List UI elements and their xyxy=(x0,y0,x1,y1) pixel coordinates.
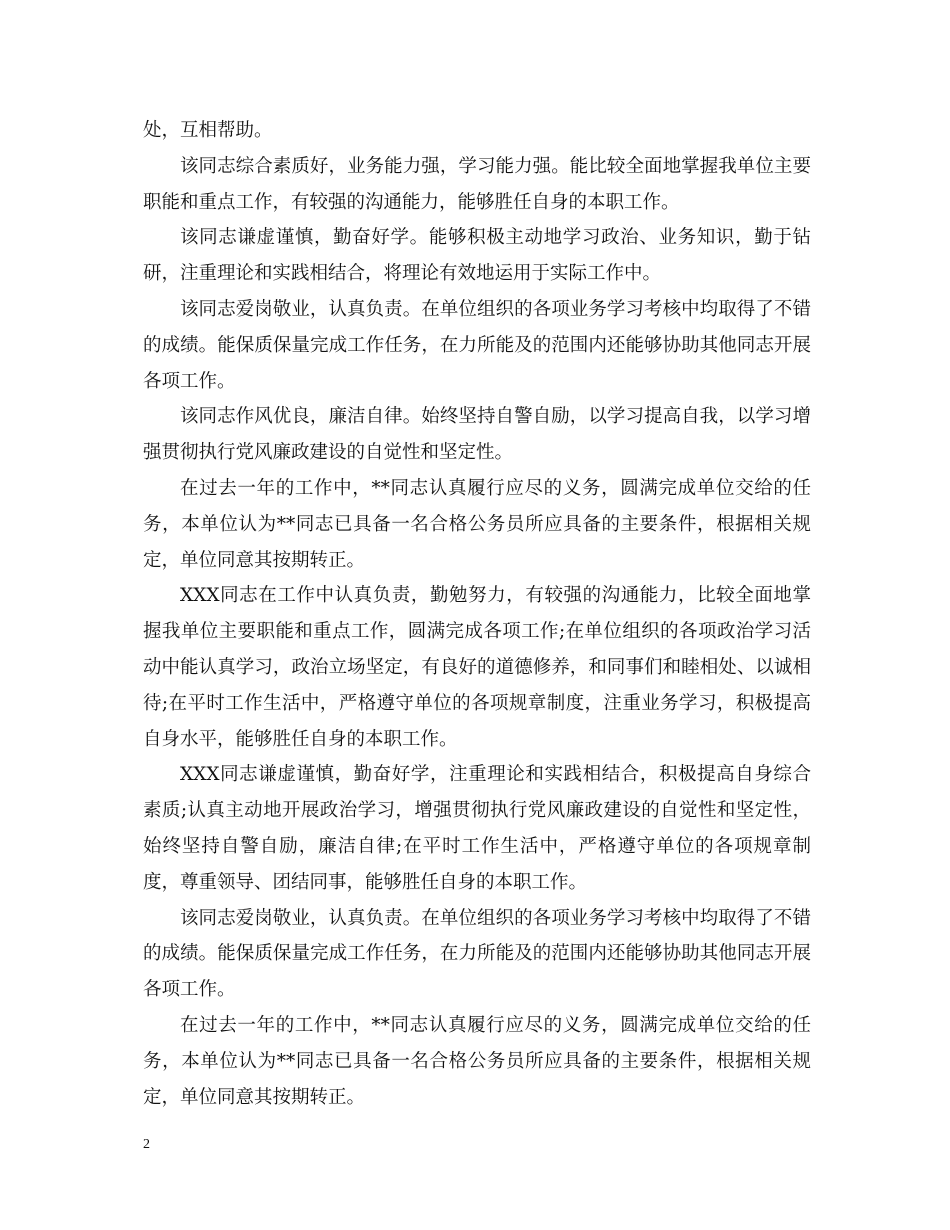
document-body xyxy=(143,113,811,1115)
paragraph-integrity: 该同志作风优良，廉洁自律。始终坚持自警自励，以学习提高自我，以学习增强贯彻执行党风廉政建设的自觉性和坚定性。 xyxy=(143,406,811,464)
paragraph-overall-quality: 该同志综合素质好，业务能力强，学习能力强。能比较全面地掌握我单位主要职能和重点工作，有较强的沟通能力，能够胜任自身的本职工作。 xyxy=(143,155,811,213)
paragraph-continuation: 处，互相帮助。 xyxy=(143,120,273,141)
paragraph-conclusion: 在过去一年的工作中，**同志认真履行应尽的义务，圆满完成单位交给的任务，本单位认为**同志已具备一名合格公务员所应具备的主要条件，根据相关规定，单位同意其按期转正。 xyxy=(143,477,811,571)
page-number: 2 xyxy=(143,1137,150,1152)
paragraph-xxx-modest: XXX同志谦虚谨慎，勤奋好学，注重理论和实践相结合，积极提高自身综合素质;认真主动地开展政治学习，增强贯彻执行党风廉政建设的自觉性和坚定性，始终坚持自警自励，廉洁自律;在平时工作生活中，严格遵守单位的各项规章制度，尊重领导、团结同事，能够胜任自身的本职工作。 xyxy=(143,764,811,893)
paragraph-dedicated: 该同志爱岗敬业，认真负责。在单位组织的各项业务学习考核中均取得了不错的成绩。能保质保量完成工作任务，在力所能及的范围内还能够协助其他同志开展各项工作。 xyxy=(143,298,811,392)
paragraph-dedicated-repeat: 该同志爱岗敬业，认真负责。在单位组织的各项业务学习考核中均取得了不错的成绩。能保质保量完成工作任务，在力所能及的范围内还能够协助其他同志开展各项工作。 xyxy=(143,907,811,1001)
paragraph-xxx-work: XXX同志在工作中认真负责，勤勉努力，有较强的沟通能力，比较全面地掌握我单位主要职能和重点工作，圆满完成各项工作;在单位组织的各项政治学习活动中能认真学习，政治立场坚定，有良好的道德修养，和同事们和睦相处、以诚相待;在平时工作生活中，严格遵守单位的各项规章制度，注重业务学习，积极提高自身水平，能够胜任自身的本职工作。 xyxy=(143,585,811,750)
paragraph-conclusion-repeat: 在过去一年的工作中，**同志认真履行应尽的义务，圆满完成单位交给的任务，本单位认为**同志已具备一名合格公务员所应具备的主要条件，根据相关规定，单位同意其按期转正。 xyxy=(143,1014,811,1108)
paragraph-modest-diligent: 该同志谦虚谨慎，勤奋好学。能够积极主动地学习政治、业务知识，勤于钻研，注重理论和实践相结合，将理论有效地运用于实际工作中。 xyxy=(143,227,811,285)
